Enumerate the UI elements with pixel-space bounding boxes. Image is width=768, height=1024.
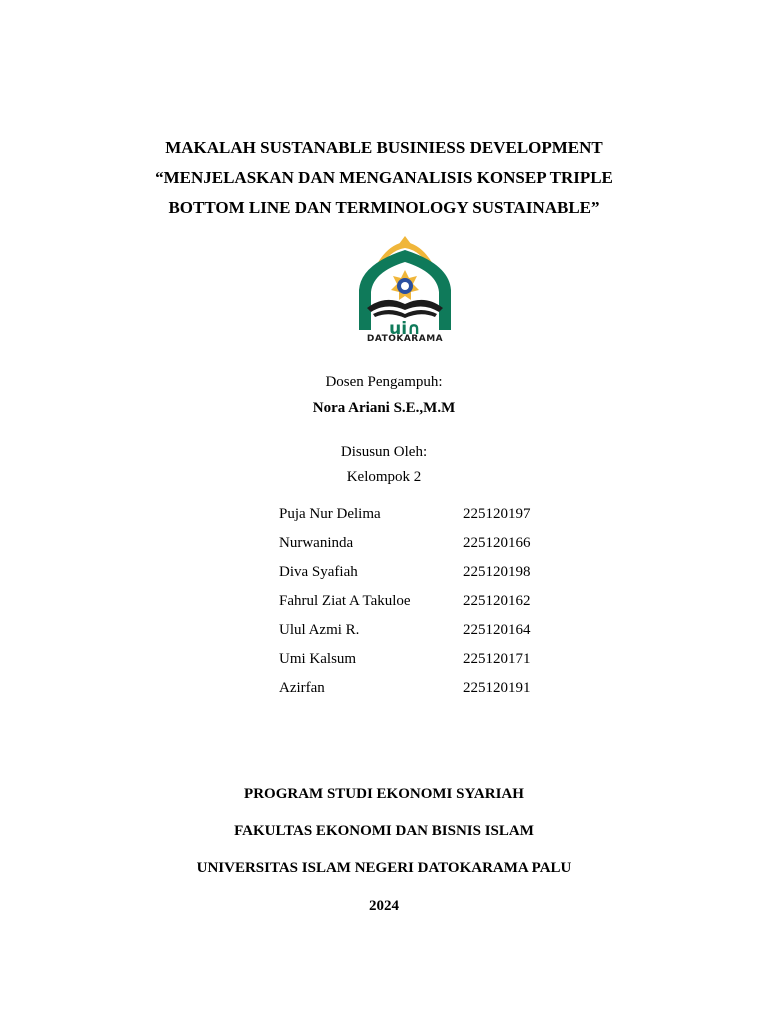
group-name: Kelompok 2 (346, 469, 422, 485)
author-label: Disusun Oleh: (340, 444, 428, 460)
faculty-name: FAKULTAS EKONOMI DAN BISNIS ISLAM (234, 823, 534, 839)
member-nim: 225120166 (463, 535, 531, 551)
member-nim: 225120197 (463, 506, 531, 522)
title-line-2: “MENJELASKAN DAN MENGANALISIS KONSEP TRIPLE (155, 168, 613, 187)
member-row (279, 589, 579, 618)
member-name: Nurwaninda (279, 535, 354, 551)
title-line-1: MAKALAH SUSTANABLE BUSINIESS DEVELOPMENT (165, 138, 603, 157)
member-nim: 225120191 (463, 680, 531, 696)
member-row (279, 531, 579, 560)
member-name: Fahrul Ziat A Takuloe (279, 593, 411, 609)
member-list (279, 502, 579, 705)
member-nim: 225120171 (463, 651, 531, 667)
logo-caption: DATOKARAMA (366, 334, 444, 344)
member-row (279, 647, 579, 676)
uin-datokarama-logo (349, 234, 461, 348)
title-line-3: BOTTOM LINE DAN TERMINOLOGY SUSTAINABLE” (168, 198, 600, 217)
member-nim: 225120198 (463, 564, 531, 580)
member-row (279, 560, 579, 589)
year: 2024 (369, 898, 399, 914)
member-name: Umi Kalsum (279, 651, 357, 667)
document-title (0, 133, 768, 223)
member-name: Puja Nur Delima (279, 506, 381, 522)
member-nim: 225120162 (463, 593, 531, 609)
member-nim: 225120164 (463, 622, 531, 638)
member-name: Ulul Azmi R. (279, 622, 360, 638)
member-row (279, 618, 579, 647)
member-row (279, 502, 579, 531)
member-name: Azirfan (279, 680, 325, 696)
lecturer-name: Nora Ariani S.E.,M.M (312, 400, 456, 416)
lecturer-label: Dosen Pengampuh: (325, 374, 443, 390)
member-row (279, 676, 579, 705)
member-name: Diva Syafiah (279, 564, 358, 580)
university-name: UNIVERSITAS ISLAM NEGERI DATOKARAMA PALU (196, 860, 572, 876)
study-program: PROGRAM STUDI EKONOMI SYARIAH (244, 786, 524, 802)
svg-text:ui∩: ui∩ (389, 319, 421, 339)
